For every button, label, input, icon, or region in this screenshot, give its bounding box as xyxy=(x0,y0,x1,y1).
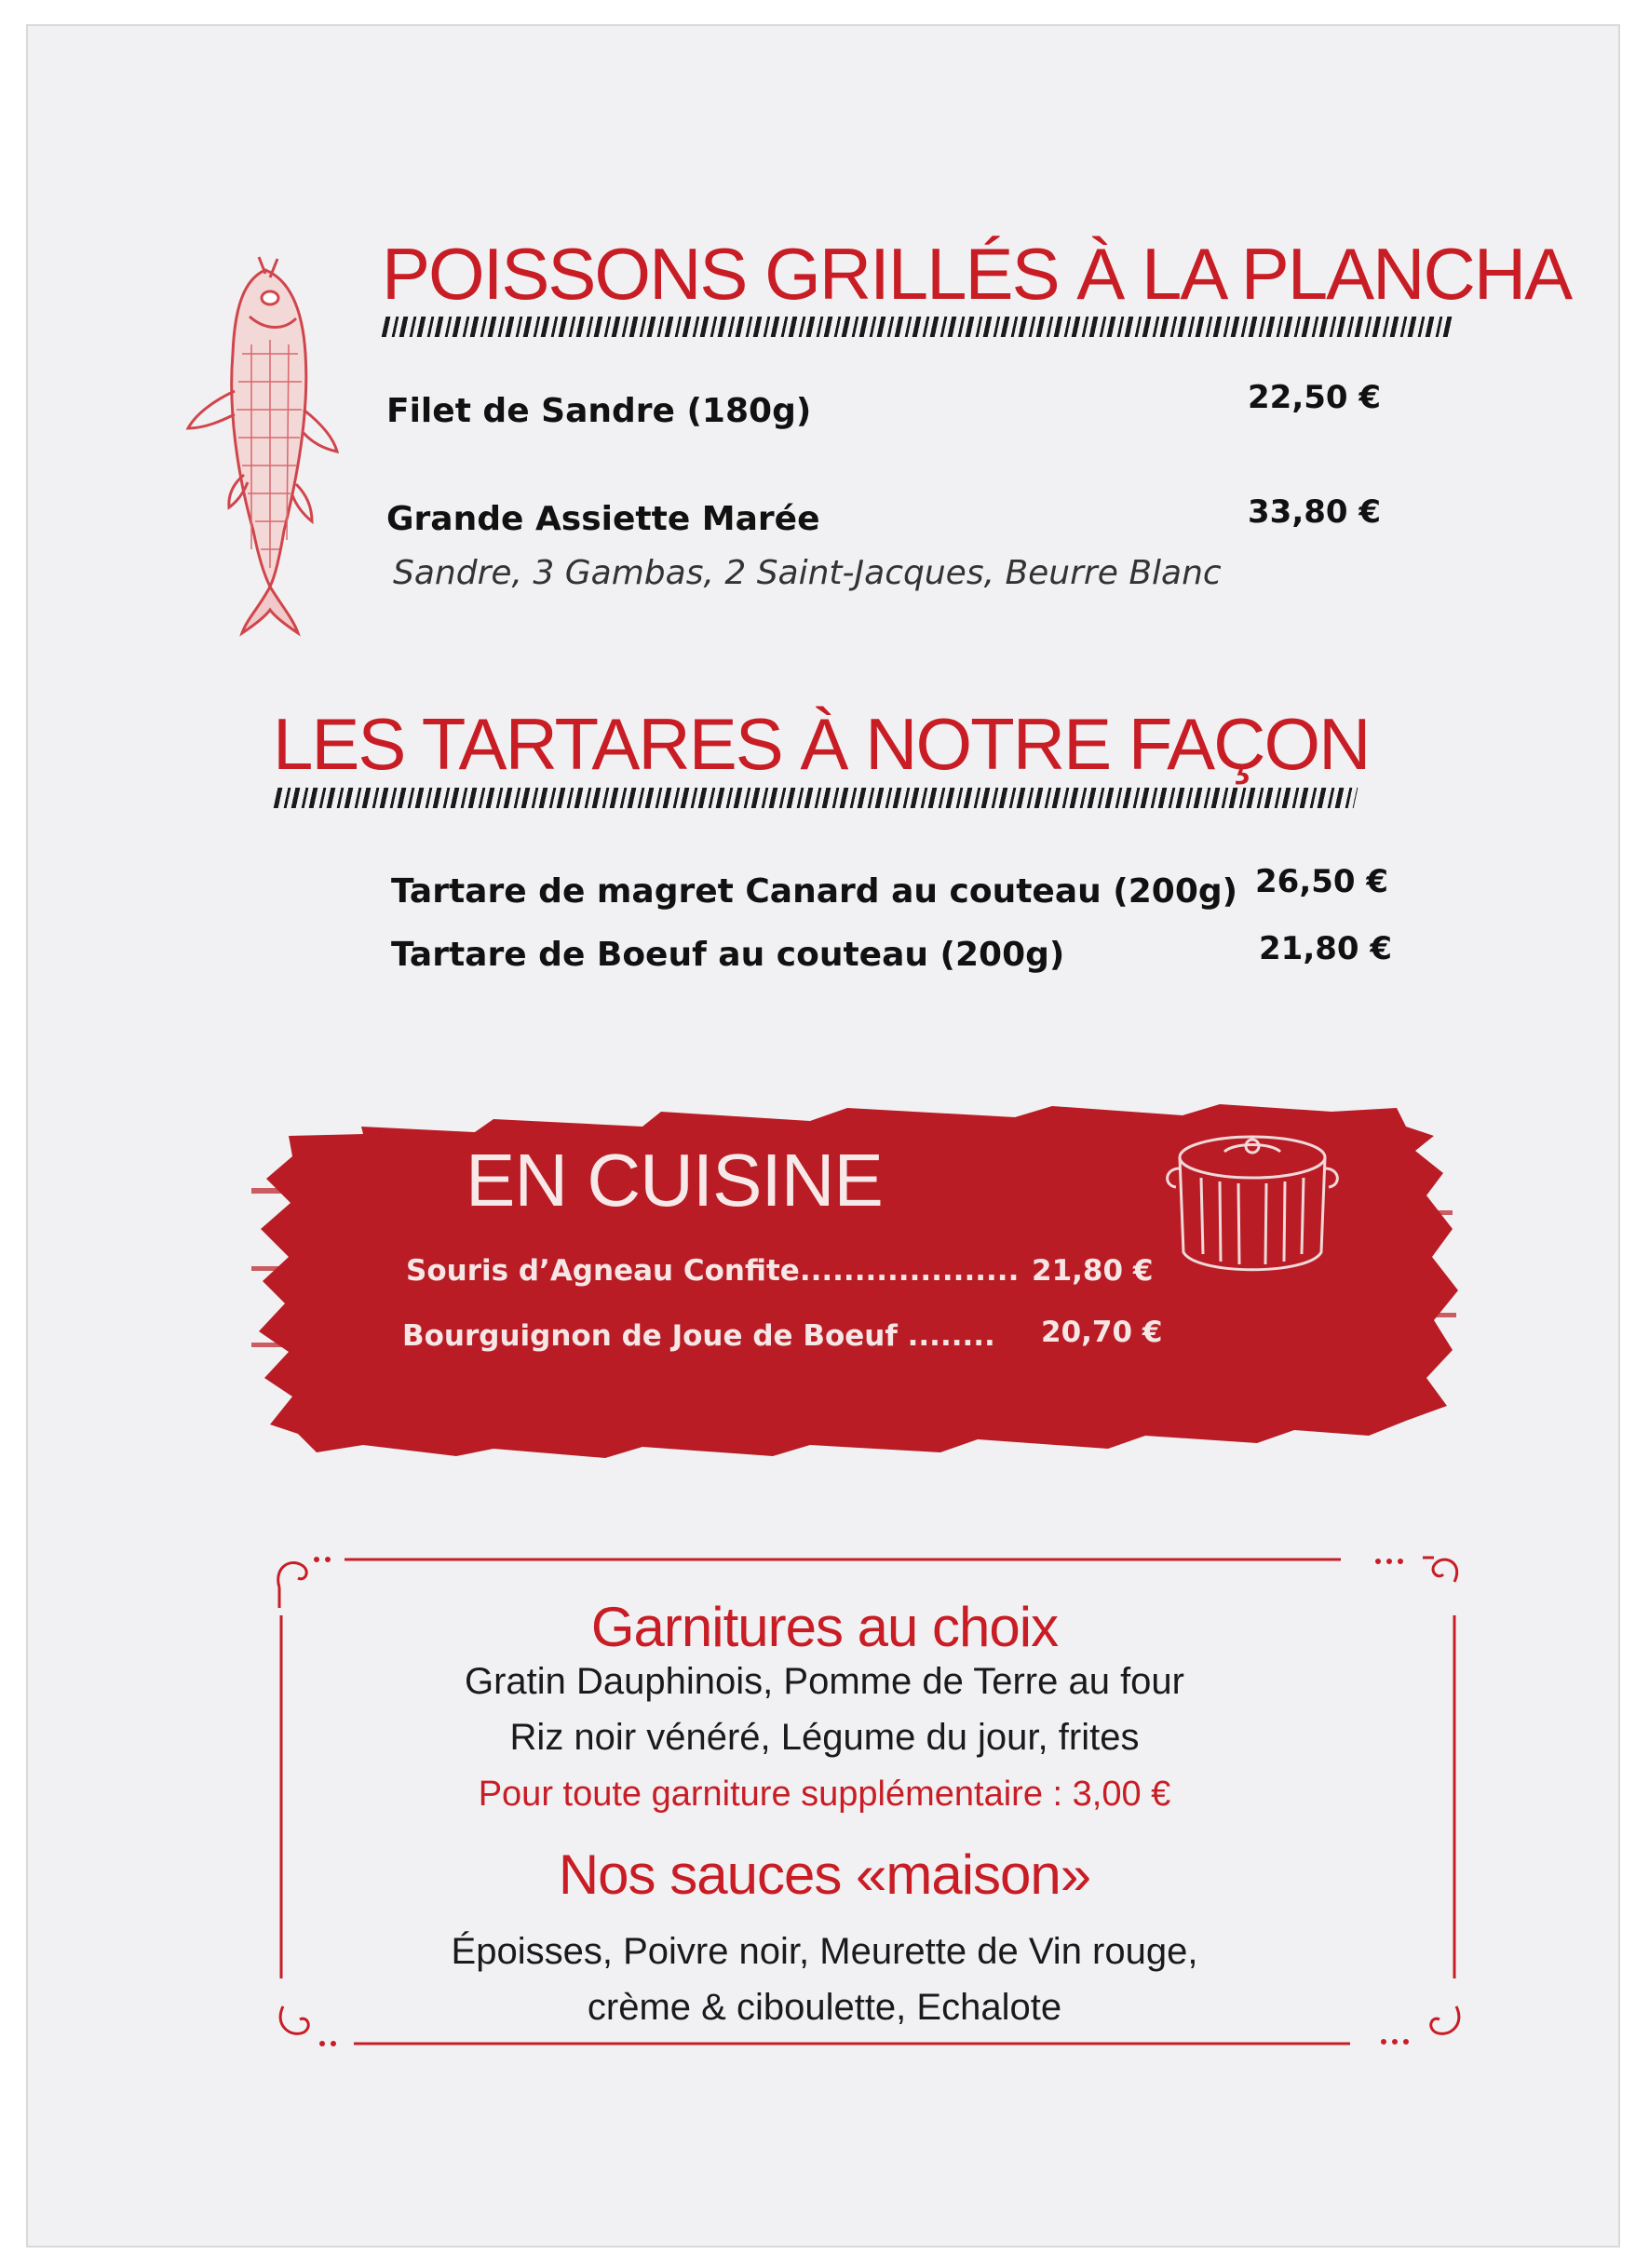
supplement-note: Pour toute garniture supplémentaire : 3,00 € xyxy=(478,1775,1171,1814)
section-title-poissons: POISSONS GRILLÉS À LA PLANCHA xyxy=(382,233,1572,315)
menu-item-name: Tartare de magret Canard au couteau (200g) xyxy=(391,872,1238,911)
fish-icon xyxy=(177,251,363,642)
cooking-pot-icon xyxy=(1159,1122,1345,1285)
sauces-line: Époisses, Poivre noir, Meurette de Vin rouge, xyxy=(451,1931,1198,1972)
sauces-line: crème & ciboulette, Echalote xyxy=(587,1987,1062,2028)
section-title-tartares: LES TARTARES À NOTRE FAÇON xyxy=(273,703,1370,785)
garnitures-title: Garnitures au choix xyxy=(590,1596,1059,1658)
title-underline xyxy=(382,317,1455,337)
menu-item-price: 22,50 € xyxy=(1248,379,1382,416)
section-title-en-cuisine: EN CUISINE xyxy=(466,1139,883,1222)
menu-item-name: Grande Assiette Marée xyxy=(386,500,820,538)
menu-item-name: Souris d’Agneau Confite.................... xyxy=(406,1254,1020,1288)
menu-item-price: 20,70 € xyxy=(1041,1316,1163,1349)
menu-item-name: Bourguignon de Joue de Boeuf ........ xyxy=(402,1319,995,1353)
menu-item-description: Sandre, 3 Gambas, 2 Saint-Jacques, Beurre Blanc xyxy=(393,554,1222,592)
menu-item-price: 26,50 € xyxy=(1255,863,1389,900)
menu-item-name: Tartare de Boeuf au couteau (200g) xyxy=(391,936,1065,974)
menu-item-price: 21,80 € xyxy=(1259,930,1393,967)
menu-item-price: 33,80 € xyxy=(1248,493,1382,531)
title-underline xyxy=(274,788,1358,808)
menu-item-price: 21,80 € xyxy=(1032,1254,1154,1288)
menu-item-name: Filet de Sandre (180g) xyxy=(386,392,812,430)
sauces-title: Nos sauces «maison» xyxy=(558,1843,1091,1906)
garnitures-line: Gratin Dauphinois, Pomme de Terre au four xyxy=(465,1661,1184,1702)
garnitures-line: Riz noir vénéré, Légume du jour, frites xyxy=(509,1717,1140,1758)
